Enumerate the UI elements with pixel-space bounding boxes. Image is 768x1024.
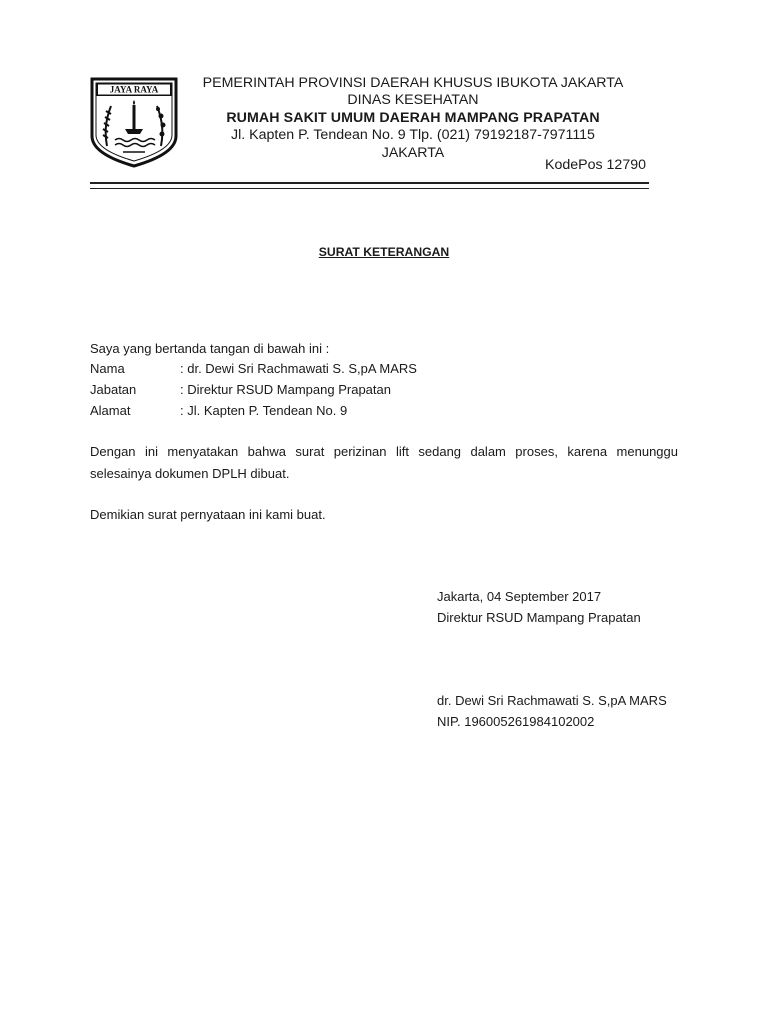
letterhead-address: Jl. Kapten P. Tendean No. 9 Tlp. (021) 79192187-7971115 (231, 127, 595, 144)
signature-nip: NIP. 196005261984102002 (437, 714, 595, 729)
field-value: : Jl. Kapten P. Tendean No. 9 (180, 403, 348, 418)
letterhead-hospital-name: RUMAH SAKIT UMUM DAERAH MAMPANG PRAPATAN (226, 109, 600, 126)
signature-name: dr. Dewi Sri Rachmawati S. S,pA MARS (437, 693, 667, 708)
letterhead-postal-code: KodePos 12790 (545, 157, 646, 173)
letter-title: SURAT KETERANGAN (318, 245, 450, 259)
field-row-jabatan (90, 380, 391, 400)
intro-text: Saya yang bertanda tangan di bawah ini : (90, 341, 330, 356)
jakarta-emblem-logo (89, 76, 179, 168)
field-label: Jabatan (90, 382, 137, 397)
field-row-alamat (90, 401, 347, 421)
letterhead-divider-thin (90, 188, 649, 189)
letterhead-department: DINAS KESEHATAN (347, 92, 479, 109)
field-value: : dr. Dewi Sri Rachmawati S. S,pA MARS (180, 361, 417, 376)
letterhead-divider-thick (90, 182, 649, 184)
letterhead-city: JAKARTA (381, 144, 445, 161)
field-row-nama (90, 359, 417, 379)
signature-position: Direktur RSUD Mampang Prapatan (437, 610, 641, 625)
statement-paragraph: Dengan ini menyatakan bahwa surat perizinan lift sedang dalam proses, karena menunggu selesainya dokumen DPLH dibuat. (90, 444, 678, 481)
field-label: Nama (90, 361, 125, 376)
letterhead (180, 75, 646, 162)
field-value: : Direktur RSUD Mampang Prapatan (180, 382, 391, 397)
letterhead-government: PEMERINTAH PROVINSI DAERAH KHUSUS IBUKOTA JAKARTA (202, 75, 624, 91)
closing-sentence: Demikian surat pernyataan ini kami buat. (90, 507, 326, 522)
field-label: Alamat (90, 403, 131, 418)
emblem-text: JAYA RAYA (109, 84, 159, 95)
signature-place-date: Jakarta, 04 September 2017 (437, 589, 602, 604)
